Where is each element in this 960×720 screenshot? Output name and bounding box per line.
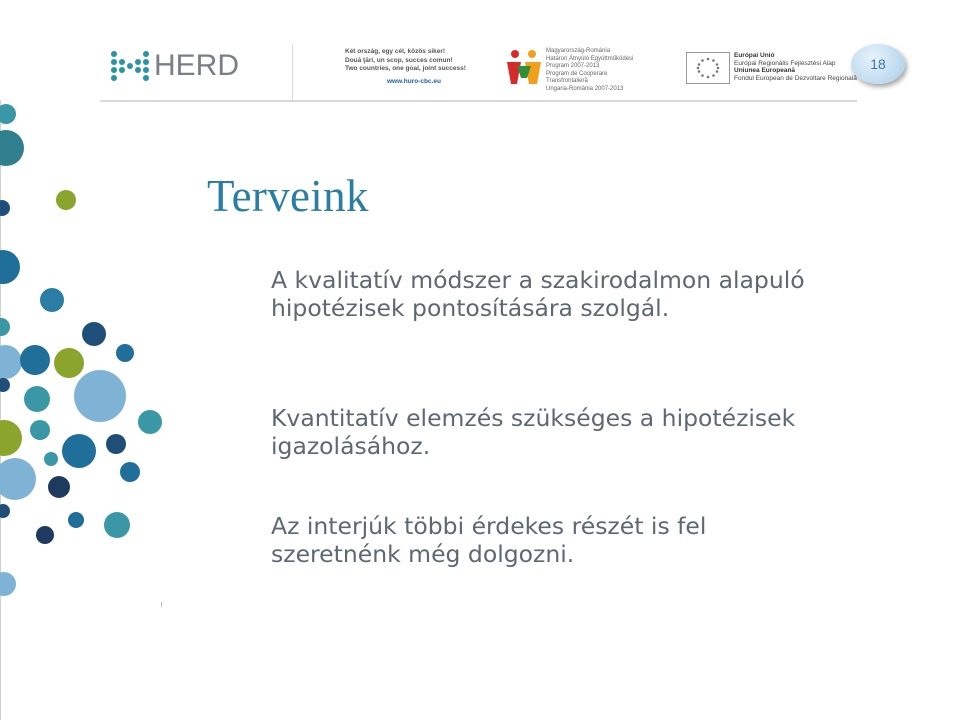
slogan-en: Two countries, one goal, joint success! bbox=[345, 65, 466, 72]
program-url: www.huro-cbc.eu bbox=[387, 77, 441, 85]
decor-dot bbox=[74, 370, 126, 422]
herd-logo-text: HERD bbox=[154, 49, 240, 82]
herd-dots-icon bbox=[110, 48, 150, 84]
left-border-line bbox=[0, 100, 1, 720]
eu-line: Uniunea Europeană bbox=[734, 67, 796, 74]
eu-flag-icon bbox=[686, 52, 730, 84]
huro-line: Program de Cooperare bbox=[546, 70, 608, 77]
decor-dot bbox=[0, 130, 24, 166]
decor-dot bbox=[0, 572, 16, 596]
decor-dot bbox=[120, 462, 140, 482]
paragraph-2: Kvantitatív elemzés szükséges a hipotézisek igazolásához. bbox=[271, 404, 796, 460]
decor-dot bbox=[48, 476, 70, 498]
herd-logo bbox=[110, 48, 239, 84]
decor-tick bbox=[161, 602, 162, 607]
eu-line: Európai Regionális Fejlesztési Alap bbox=[734, 59, 836, 67]
huro-figures-icon bbox=[505, 48, 543, 88]
huro-line: Határon Átnyúló Együttműködési bbox=[546, 55, 634, 62]
decor-dot bbox=[106, 434, 126, 454]
slogan-hu: Két ország, egy cél, közös siker! bbox=[345, 48, 446, 55]
eu-line: Európai Unió bbox=[734, 52, 775, 59]
paragraph-1: A kvalitatív módszer a szakirodalmon alapuló hipotézisek pontosítására szolgál. bbox=[271, 266, 805, 322]
decor-dot bbox=[40, 288, 64, 312]
huro-line: Ungaria-România 2007-2013 bbox=[546, 85, 624, 92]
decor-dot bbox=[54, 348, 84, 378]
decor-dot bbox=[0, 458, 36, 500]
logo-header bbox=[100, 38, 860, 102]
eu-line: Fondul European de Dezvoltare Regională bbox=[734, 74, 857, 82]
huro-program-logo bbox=[505, 48, 543, 93]
decor-dot bbox=[0, 420, 22, 456]
paragraph-3: Az interjúk többi érdekes részét is fel szeretnénk még dolgozni. bbox=[271, 512, 707, 568]
decor-dot bbox=[68, 512, 84, 528]
decor-dot bbox=[30, 420, 50, 440]
decor-dot bbox=[56, 190, 76, 210]
decor-dot bbox=[0, 200, 10, 216]
huro-line: Transfrontalieră bbox=[546, 78, 588, 84]
slide-title: Terveink bbox=[207, 171, 369, 221]
decor-dot bbox=[0, 378, 10, 392]
decor-dot bbox=[0, 318, 10, 336]
decor-dot bbox=[24, 386, 50, 412]
decor-dot bbox=[0, 250, 20, 284]
decor-dot bbox=[0, 104, 16, 124]
header-rule bbox=[100, 100, 857, 102]
decor-dot bbox=[0, 504, 10, 518]
decor-dot bbox=[116, 344, 134, 362]
header-separator bbox=[292, 44, 293, 100]
decor-dot bbox=[104, 512, 130, 538]
eu-text-block bbox=[734, 52, 857, 82]
huro-program-text bbox=[546, 48, 633, 93]
decor-dot bbox=[62, 434, 96, 468]
decor-dot bbox=[36, 526, 54, 544]
decor-dot bbox=[0, 345, 22, 379]
decor-dot bbox=[44, 452, 58, 466]
slogan-ro: Două ţări, un scop, succes comun! bbox=[345, 56, 453, 64]
decor-dot bbox=[20, 345, 50, 375]
decor-dot bbox=[82, 322, 106, 346]
huro-line: Magyarország-Románia bbox=[546, 48, 611, 54]
huro-line: Program 2007-2013 bbox=[546, 63, 600, 69]
slogan-block bbox=[345, 48, 466, 86]
slide-number-badge: 18 bbox=[851, 44, 905, 84]
decor-dot bbox=[138, 410, 162, 434]
